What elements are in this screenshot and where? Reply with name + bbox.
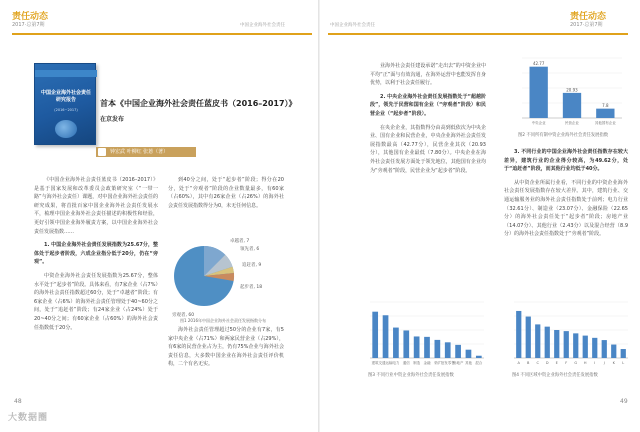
left-column-1 [34,176,158,337]
bar [516,311,521,358]
pie-label: 领先者, 6 [240,247,260,252]
bar-category-label: 混合 [475,361,483,365]
bar-category-label: E [555,361,558,365]
bar-category-label: L [622,361,625,365]
bar [535,324,540,358]
bar-category-label: J [603,361,605,365]
bar-category-label: 建筑 [371,361,379,365]
right-page [320,0,640,432]
paragraph: 业海外社会责任建设承诺“走出去”的中资企业中平均“正”面与有效沟通，在海外运营中也能发挥自身优势，以利于社会责任履行。 [370,63,486,87]
pie-chart [170,226,276,318]
header-section: 中国企业海外社会责任 [240,23,285,28]
figure-caption: 图4 不同区域中资企业海外社会责任发展指数 [512,373,598,378]
book-cover [34,63,96,145]
paragraph: 在央企企业，其指数得分由高到低依次为中央企业、国有企业和民营企业，中央企业海外社会责任发展指数最高（42.77分），民营企业其次（20.93分），其他国有企业最低（7.80分）。中央企业在海外社会责任发展方面处于领先地位，其他国有企业均为“旁观者”阶段，民营企业为“起步者”阶段。 [370,124,486,174]
header-rule [12,33,312,35]
bar-category-label: 其他 [464,361,472,365]
bar [476,356,482,358]
bar-category-label: G [574,361,578,365]
bar [424,337,430,358]
bar [592,338,597,358]
bar-category-label: 其他国有企业 [594,121,616,125]
pie-label: 旁观者, 60 [172,313,195,318]
header-section: 中国企业海外社会责任 [330,23,375,28]
right-header [570,12,606,34]
left-column-2-lower [168,326,284,374]
bar [466,350,472,358]
bar [545,327,550,358]
bar [414,336,420,358]
bar [383,315,389,358]
article-subtitle: 在京发布 [100,116,125,123]
bar [526,317,531,358]
section-heading: 1. 中国企业海外社会责任发展指数为25.67分，整体处于起步者阶段，六成企业指分低于20分，仍在“旁观”。 [34,242,158,266]
page-number-right: 49 [620,398,628,405]
bar [611,345,616,358]
bar [435,340,441,358]
header-issue: 2017·总第7期 [570,22,603,28]
bar [372,312,378,358]
bar [564,331,569,358]
bar [602,340,607,358]
left-header [12,12,48,34]
page-number-left: 48 [14,398,22,405]
bar-category-label: 批发零售 [440,361,455,365]
bar-category-label: F [565,361,568,365]
book-icon [98,148,106,156]
right-column-1 [370,62,486,180]
bar-category-label: 房地产 [452,361,464,365]
bar-category-label: 金融 [423,361,431,365]
paragraph: 中资企业海外社会责任发展指数为25.67分，整体水平处于“起步者”阶段。具体来看，有7家企业（占7%）的海外社会责任指数超过60分，处于“卓越者”阶段；有6家企业（占6%）的海外社会责任管理处于40~60分之间，处于“追赶者”阶段；有24家企业（占24%）处于20~40分之间；有60家企业（占60%）的海外社会责任指数低于20分。 [34,272,158,331]
bar [554,330,559,358]
bar [573,333,578,358]
bar [621,349,626,358]
pie-caption: 图1 2016年中国企业海外社会责任发展指数分布 [180,318,266,323]
bar-category-label: K [612,361,615,365]
bar [393,328,399,358]
bar-value-label: 42.77 [532,61,545,67]
bar-value-label: 20.93 [566,87,578,93]
bar-value-label: 7.8 [602,103,609,109]
bar-category-label: A [517,361,520,365]
pie-label: 起步者, 18 [240,285,263,290]
bar-category-label: 采矿 [433,361,441,365]
section-heading: 3. 不同行业的中国企业海外社会责任指数存在较大差异，建筑行业的企业得分较高，为49.62分，处于“追赶者”阶段，而其他行业均低于40分。 [504,149,628,173]
bar [596,109,614,118]
bar-category-label: C [536,361,539,365]
cover-title: 中国企业海外社会责任 研究报告 [41,90,92,103]
bar-category-label: 通信 [402,361,410,365]
header-brand: 责任动态 [12,12,49,22]
left-column-2 [168,176,284,215]
bar-category-label: 电力 [392,361,400,365]
bar-category-label: D [545,361,549,365]
header-rule [328,33,628,35]
header-issue: 2017·总第7期 [12,22,45,28]
bar [445,342,451,358]
bar [403,330,409,358]
bar-category-label: 交通运输 [378,361,393,365]
figure-caption: 图3 不同行业中资企业海外社会责任发展指数 [368,373,454,378]
bar [455,345,461,358]
article-title: 首本《中国企业海外社会责任蓝皮书（2016–2017）》 [100,99,297,108]
bar [563,93,581,118]
paragraph: 到40分之间，处于“起步者”阶段；得分在20分，处于“旁观者”阶段的企业数量最多，有60家（占60%），其中有26家企业（占26%）的海外社会责任发展指数得分为0，未无任何信息。 [168,177,284,209]
cover-band [35,70,97,77]
header-brand: 责任动态 [570,12,607,22]
industry-bar-chart [360,296,488,370]
bar [583,336,588,358]
section-heading: 2. 中央企业海外社会责任发展指数处于“超越阶段”，领先于民营和国有企业（“旁观者”阶段）和民营企业（“起步者”阶段）。 [370,93,486,117]
bar-category-label: B [527,361,530,365]
region-bar-chart [504,296,632,370]
cover-subtitle: (2016~2017) [54,108,78,112]
bar-category-label: H [583,361,587,365]
ownership-bar-chart [512,52,626,130]
paragraph: 从中资企业所属行业看，不同行业的中资企业海外社会责任发展指数存在较大差异。其中，建筑行业、交通运输服务业的海外社会责任指数处于前列；电力行业（32.61分）、制造业（23.07分）、金融保险（22.65分）的海外社会责任处于“起步者”阶段；房地产业（14.07分）、其他行业（2.43分）以及混合经营（8.9分）的海外社会责任指数处于“旁观者”阶段。 [504,179,628,238]
right-column-2 [504,148,628,244]
paragraph: 《中国企业海外社会责任蓝皮书（2016–2017）》是基于国家发展和改革委员会政策研究室（“一带一路”与海外社会责任）课题，对中国企业海外社会责任的研究成果，将首批百家中国企业海外社会责任发展水平，梳理中国企业海外社会责任描述的积极性和经验，更好引领中国企业海外履责方案，以中国企业海外社会责任发展指数…… [34,177,158,235]
bar [530,67,548,118]
globe-image [55,120,77,138]
figure-caption: 图2 不同所有制中资企业海外社会责任发展指数 [518,133,609,138]
bar-category-label: 民营企业 [565,121,579,125]
paragraph: 海外社会责任管理超过50分的企业有7家，有5家中央企业（占71%）和两家民营企业（占29%），有6家的民营企业占为主，仍有75%企业与海外社会责任信息，大多数中国企业在海外社会责任评价机构，二个有名无实。 [168,327,284,368]
bar-category-label: 制造 [413,361,421,365]
pie-label: 追赶者, 9 [242,263,262,268]
watermark: 大数据圈 [8,413,49,423]
bar-category-label: I [594,361,596,365]
bar-category-label: 中央企业 [531,121,546,125]
author-text: 钟宏武 叶柳红 张蒽（著） [110,149,169,155]
pie-label: 卓越者, 7 [230,239,250,244]
